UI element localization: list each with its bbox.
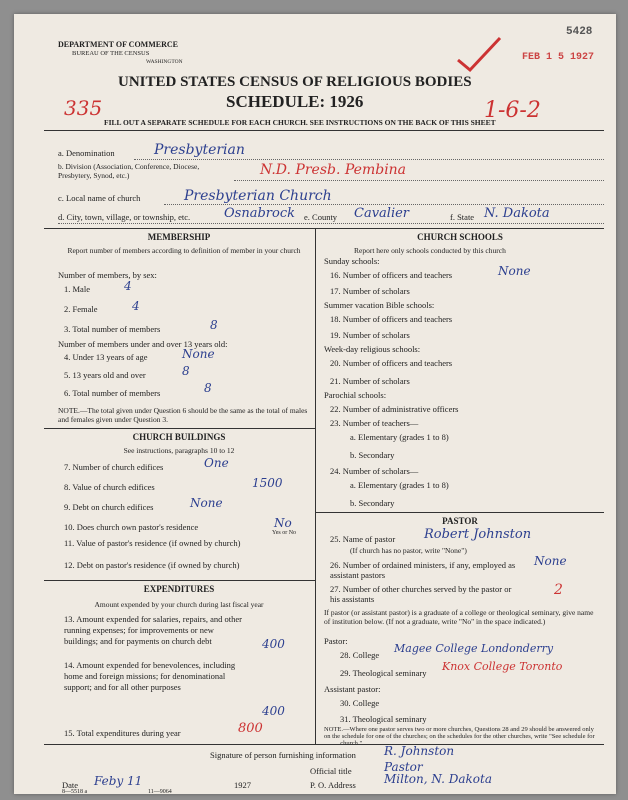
assistant-pastor-label: Assistant pastor: <box>324 684 381 694</box>
city-line <box>58 223 604 224</box>
q6-value: 8 <box>204 381 212 395</box>
q26-label: 26. Number of ordained ministers, if any, employed as assistant pastors <box>330 560 516 580</box>
q2-value: 4 <box>132 299 140 313</box>
q28-label: 28. College <box>340 650 380 660</box>
church-name-value: Presbyterian Church <box>184 188 332 204</box>
q8-value: 1500 <box>252 476 283 490</box>
official-title-label: Official title <box>310 766 352 776</box>
state-label: f. State <box>450 212 475 222</box>
graduate-note: If pastor (or assistant pastor) is a graduate of a college or theological seminary, give name of institution below. (If not a graduate, write "No" in the space indicated.) <box>324 608 594 626</box>
official-title-value: Pastor <box>384 760 423 774</box>
yes-no-note: Yes or No <box>272 530 297 536</box>
instruction-line: FILL OUT A SEPARATE SCHEDULE FOR EACH CHURCH. SEE INSTRUCTIONS ON THE BACK OF THIS SHEET <box>104 118 496 127</box>
buildings-sub: See instructions, paragraphs 10 to 12 <box>123 446 235 455</box>
q7-value: One <box>204 456 229 470</box>
form-title: UNITED STATES CENSUS OF RELIGIOUS BODIES <box>118 74 472 90</box>
expenditures-rule <box>44 580 316 581</box>
q5-value: 8 <box>182 364 190 378</box>
q21-label: 21. Number of scholars <box>330 376 410 386</box>
q17-label: 17. Number of scholars <box>330 286 410 296</box>
state-value: N. Dakota <box>484 206 550 221</box>
q31-label: 31. Theological seminary <box>340 714 427 724</box>
date-value: Feby 11 <box>94 774 143 788</box>
q18-label: 18. Number of officers and teachers <box>330 314 453 324</box>
city-label: WASHINGTON <box>146 59 183 65</box>
census-form <box>14 14 616 794</box>
membership-heading: MEMBERSHIP <box>147 232 211 242</box>
received-stamp: FEB 1 5 1927 <box>522 52 595 63</box>
q22-label: 22. Number of administrative officers <box>330 404 459 414</box>
q15-value: 800 <box>238 721 263 736</box>
schedule-title: SCHEDULE: 1926 <box>226 92 364 111</box>
q10-label: 10. Does church own pastor's residence <box>64 522 199 532</box>
q29-label: 29. Theological seminary <box>340 668 427 678</box>
column-divider <box>315 228 316 744</box>
city-town-value: Osnabrock <box>224 206 295 221</box>
q25-note: (If church has no pastor, write "None") <box>350 546 467 555</box>
print-code: 11—9064 <box>148 789 172 795</box>
q9-value: None <box>190 496 223 510</box>
footer-rule <box>44 744 604 745</box>
city-town-label: d. City, town, village, or township, etc. <box>58 212 191 222</box>
q23-label: 23. Number of teachers— <box>330 418 419 428</box>
q6-label: 6. Total number of members <box>64 388 161 398</box>
membership-note: NOTE.—The total given under Question 6 should be the same as the total of males and females given under Question 3. <box>58 406 308 424</box>
red-mark-335: 335 <box>64 96 103 120</box>
q24-label: 24. Number of scholars— <box>330 466 419 476</box>
q5-label: 5. 13 years old and over <box>64 370 146 380</box>
q4-value: None <box>182 347 215 361</box>
header-rule <box>44 130 604 131</box>
q25-label: 25. Name of pastor <box>330 534 396 544</box>
q16-label: 16. Number of officers and teachers <box>330 270 453 280</box>
church-name-line <box>164 204 604 205</box>
q30-label: 30. College <box>340 698 380 708</box>
section-rule <box>44 228 604 229</box>
schools-heading: CHURCH SCHOOLS <box>417 232 503 242</box>
q23a-label: a. Elementary (grades 1 to 8) <box>350 432 449 442</box>
q13-value: 400 <box>262 637 285 651</box>
red-check-mark <box>454 34 504 74</box>
county-value: Cavalier <box>354 206 410 221</box>
parochial-label: Parochial schools: <box>324 390 387 400</box>
age-label: Number of members under and over 13 years old: <box>58 339 228 349</box>
q1-label: 1. Male <box>64 284 90 294</box>
by-sex-label: Number of members, by sex: <box>58 270 157 280</box>
pastor-note: NOTE.—Where one pastor serves two or more churches, Questions 28 and 29 should be answered only on the schedule for one of the churches; on the schedules for the other churches, write "See schedule for <box>324 726 595 740</box>
denomination-label: a. Denomination <box>58 148 115 158</box>
expenditures-heading: EXPENDITURES <box>143 584 215 594</box>
q15-label: 15. Total expenditures during year <box>64 728 181 738</box>
q19-label: 19. Number of scholars <box>330 330 410 340</box>
q7-label: 7. Number of church edifices <box>64 462 164 472</box>
pastor-heading: PASTOR <box>442 516 478 526</box>
q11-label: 11. Value of pastor's residence (if owned by church) <box>64 538 241 548</box>
po-address-value: Milton, N. Dakota <box>384 772 492 786</box>
division-label: b. Division (Association, Conference, Diocese, Presbytery, Synod, etc.) <box>58 162 200 180</box>
buildings-heading: CHURCH BUILDINGS <box>132 432 226 442</box>
buildings-rule <box>44 428 316 429</box>
schools-intro: Report here only schools conducted by this church <box>354 246 506 255</box>
county-label: e. County <box>304 212 338 222</box>
q14-label: 14. Amount expended for benevolences, including home and foreign missions; for denominational support; and for all other purposes <box>64 660 236 692</box>
q25-value: Robert Johnston <box>424 527 532 542</box>
signature-label: Signature of person furnishing information <box>210 750 356 760</box>
sunday-label: Sunday schools: <box>324 256 380 266</box>
q3-value: 8 <box>210 318 218 332</box>
q13-label: 13. Amount expended for salaries, repairs, and other running expenses; for improvements or new buildings; and for payments on church debt <box>64 614 242 646</box>
q1-value: 4 <box>124 279 132 293</box>
membership-intro: Report number of members according to definition of member in your church <box>67 246 301 255</box>
q26-value: None <box>534 554 567 568</box>
q28-value: Magee College Londonderry <box>394 642 554 655</box>
po-address-label: P. O. Address <box>310 780 356 790</box>
q12-label: 12. Debt on pastor's residence (if owned by church) <box>64 560 240 570</box>
signature-value: R. Johnston <box>384 744 455 758</box>
q27-value: 2 <box>554 582 563 598</box>
q23b-label: b. Secondary <box>350 450 395 460</box>
q14-value: 400 <box>262 704 285 718</box>
date-label: Date <box>62 780 79 790</box>
q4-label: 4. Under 13 years of age <box>64 352 148 362</box>
q10-value: No <box>274 516 292 530</box>
stamp-number: 5428 <box>566 26 593 38</box>
q24a-label: a. Elementary (grades 1 to 8) <box>350 480 449 490</box>
division-value: N.D. Presb. Pembina <box>260 162 407 178</box>
q29-value: Knox College Toronto <box>442 660 563 673</box>
dept-label: DEPARTMENT OF COMMERCE <box>58 40 179 49</box>
expenditures-sub: Amount expended by your church during last fiscal year <box>94 600 264 609</box>
q20-label: 20. Number of officers and teachers <box>330 358 453 368</box>
q16-value: None <box>498 264 531 278</box>
q8-label: 8. Value of church edifices <box>64 482 155 492</box>
red-mark-162: 1-6-2 <box>484 98 541 123</box>
date-year: 1927 <box>234 780 251 790</box>
pastor-sublabel: Pastor: <box>324 636 348 646</box>
bureau-label: BUREAU OF THE CENSUS <box>72 50 150 57</box>
division-line <box>234 180 604 181</box>
q27-label: 27. Number of other churches served by the pastor or his assistants <box>330 584 512 604</box>
q24b-label: b. Secondary <box>350 498 395 508</box>
form-number: 8—5518 a <box>62 789 88 795</box>
denomination-value: Presbyterian <box>154 142 245 158</box>
q9-label: 9. Debt on church edifices <box>64 502 154 512</box>
church-name-label: c. Local name of church <box>58 193 141 203</box>
q3-label: 3. Total number of members <box>64 324 161 334</box>
q2-label: 2. Female <box>64 304 98 314</box>
pastor-rule <box>316 512 604 513</box>
weekday-label: Week-day religious schools: <box>324 344 421 354</box>
summer-label: Summer vacation Bible schools: <box>324 300 435 310</box>
denomination-line <box>134 159 604 160</box>
